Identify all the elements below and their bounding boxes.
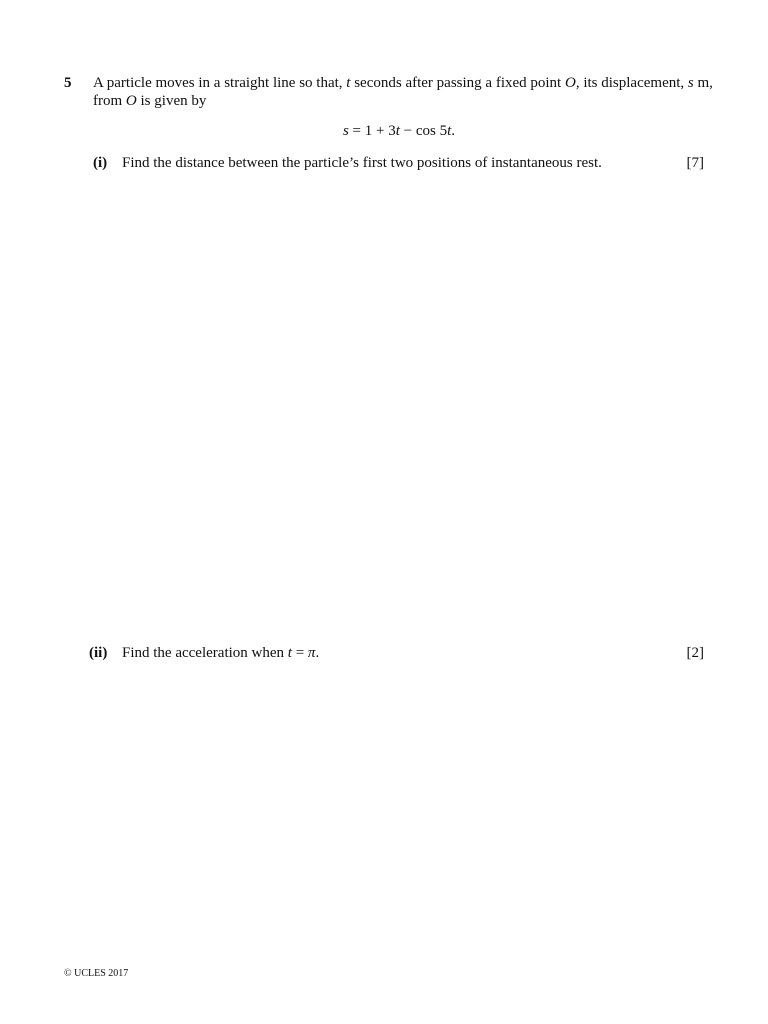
question-stem <box>93 74 713 110</box>
part-ii <box>0 644 768 662</box>
part-marks: [7] <box>686 155 704 171</box>
question-number: 5 <box>64 75 72 91</box>
stem-line-1: A particle moves in a straight line so that, t seconds after passing a fixed point O, its displacement, s m, <box>93 75 713 91</box>
copyright-footer: © UCLES 2017 <box>64 968 129 979</box>
part-label: (ii) <box>89 645 108 661</box>
part-label: (i) <box>93 155 108 171</box>
displacement-equation: s = 1 + 3t − cos 5t. <box>342 123 456 139</box>
stem-line-2: from O is given by <box>93 93 207 109</box>
part-text: Find the acceleration when t = π. <box>122 645 320 661</box>
part-marks: [2] <box>686 645 704 661</box>
part-i <box>0 154 768 172</box>
part-text: Find the distance between the particle’s first two positions of instantaneous rest. <box>122 155 602 171</box>
